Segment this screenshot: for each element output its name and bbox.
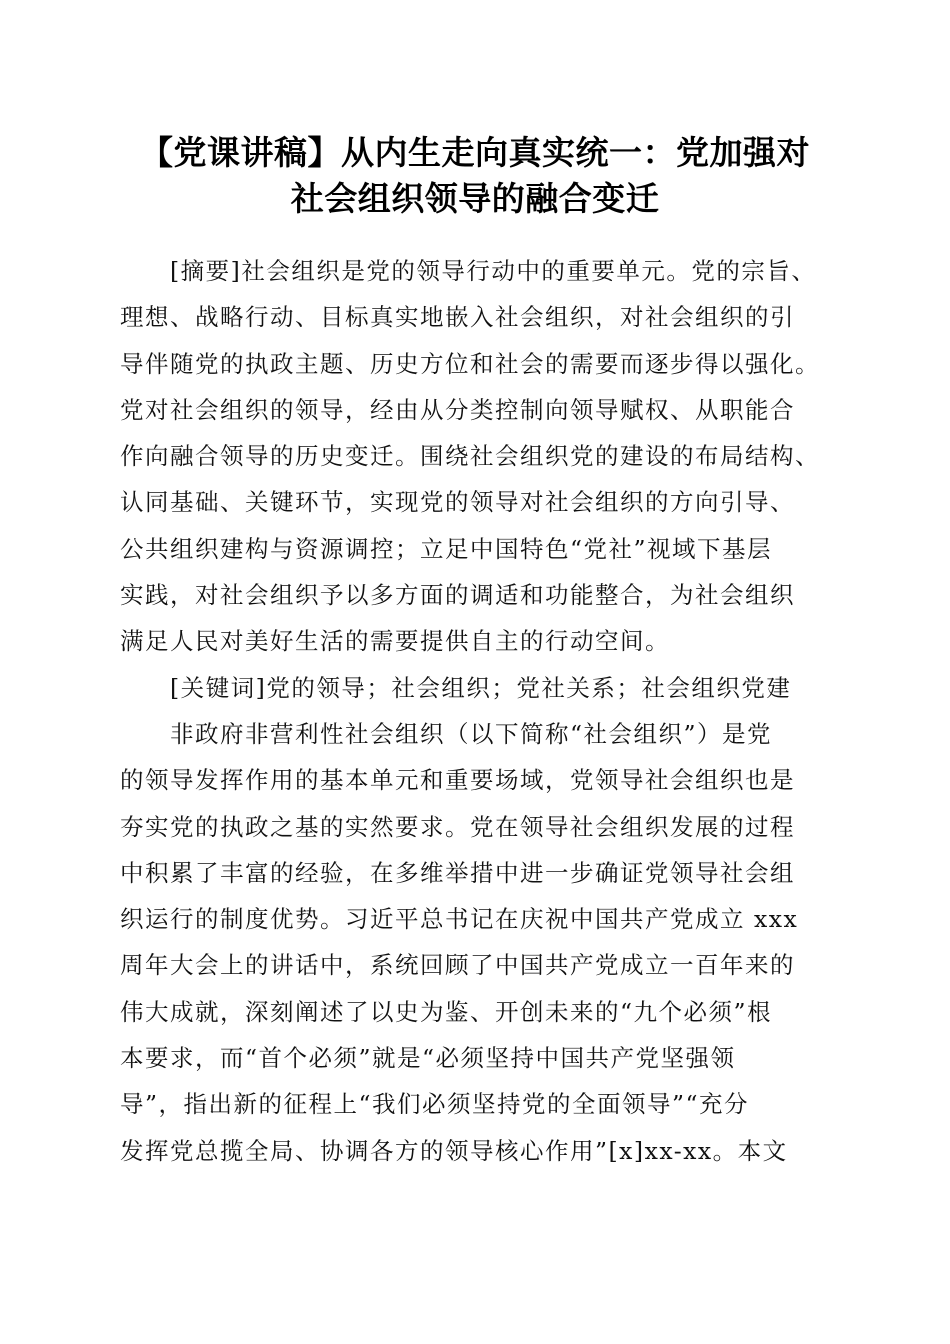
intro-line: 发挥党总揽全局、协调各方的领导核心作用”[x]xx-xx。本文 — [120, 1136, 788, 1165]
abstract-line: 党对社会组织的领导，经由从分类控制向领导赋权、从职能合 — [120, 395, 795, 424]
intro-line: 织运行的制度优势。习近平总书记在庆祝中国共产党成立 xxx — [120, 905, 799, 934]
intro-line: 伟大成就，深刻阐述了以史为鉴、开创未来的“九个必须”根 — [120, 997, 773, 1026]
intro-line: 的领导发挥作用的基本单元和重要场域，党领导社会组织也是 — [120, 766, 795, 795]
title-line-2: 社会组织领导的融合变迁 — [290, 179, 660, 218]
abstract-line: 满足人民对美好生活的需要提供自主的行动空间。 — [120, 627, 670, 656]
intro-line: 导”，指出新的征程上“我们必须坚持党的全面领导”“充分 — [120, 1090, 750, 1119]
abstract-line: 认同基础、关键环节，实现党的领导对社会组织的方向引导、 — [120, 488, 795, 517]
abstract-line: 导伴随党的执政主题、历史方位和社会的需要而逐步得以强化。 — [120, 349, 820, 378]
document-title — [100, 130, 850, 222]
document-body — [120, 248, 840, 1174]
intro-line: 周年大会上的讲话中，系统回顾了中国共产党成立一百年来的 — [120, 951, 795, 980]
abstract-line: 公共组织建构与资源调控；立足中国特色“党社”视域下基层 — [120, 534, 773, 563]
abstract-line: [摘要]社会组织是党的领导行动中的重要单元。党的宗旨、 — [170, 257, 817, 285]
intro-paragraph — [120, 711, 840, 1174]
keywords-line: [关键词]党的领导；社会组织；党社关系；社会组织党建 — [170, 673, 792, 702]
abstract-line: 作向融合领导的历史变迁。围绕社会组织党的建设的布局结构、 — [120, 442, 820, 471]
intro-line: 夯实党的执政之基的实然要求。党在领导社会组织发展的过程 — [120, 812, 795, 841]
intro-line: 本要求，而“首个必须”就是“必须坚持中国共产党坚强领 — [120, 1044, 736, 1073]
abstract-line: 理想、战略行动、目标真实地嵌入社会组织，对社会组织的引 — [120, 303, 795, 332]
abstract-line: 实践，对社会组织予以多方面的调适和功能整合，为社会组织 — [120, 581, 795, 610]
title-line-1: 【党课讲稿】从内生走向真实统一：党加强对 — [140, 133, 810, 172]
intro-line: 非政府非营利性社会组织（以下简称“社会组织”）是党 — [170, 719, 773, 748]
keywords-paragraph — [120, 665, 840, 711]
abstract-paragraph — [120, 248, 840, 665]
intro-line: 中积累了丰富的经验，在多维举措中进一步确证党领导社会组 — [120, 858, 795, 887]
